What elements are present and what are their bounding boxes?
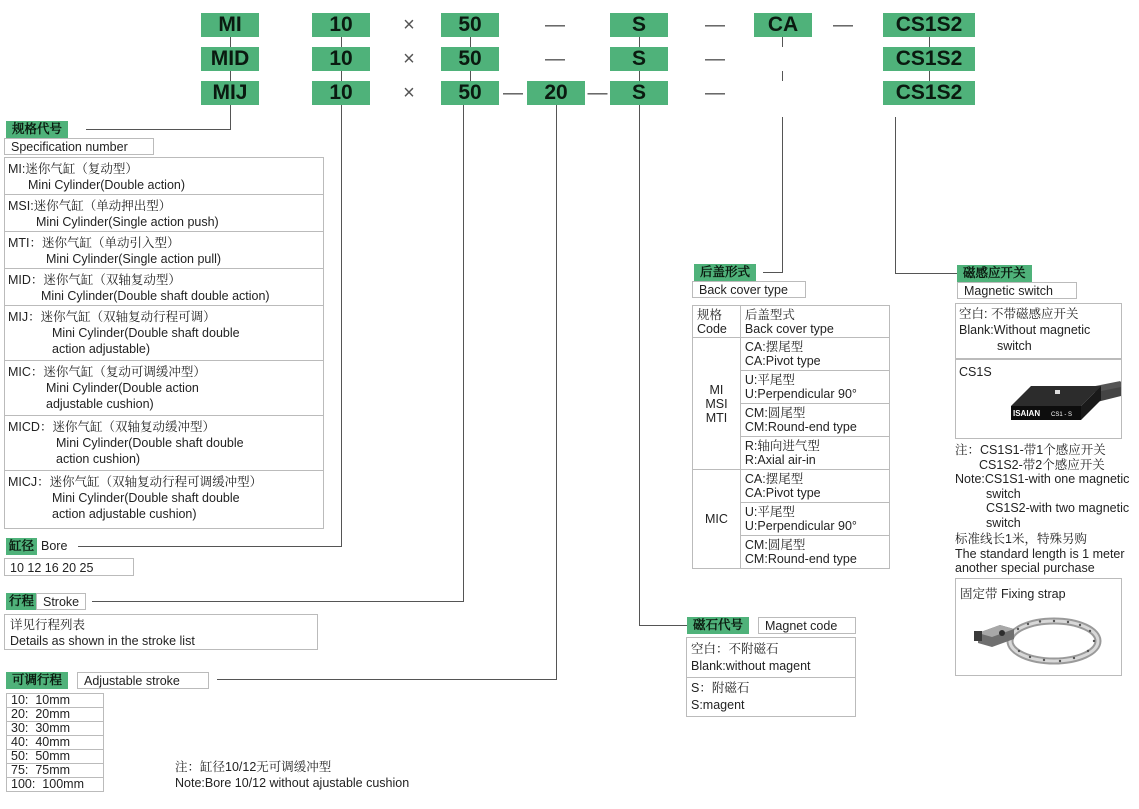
magnet-code: S [610, 81, 668, 105]
spec-en: Mini Cylinder(Double shaft double [56, 436, 244, 450]
connector [470, 71, 471, 81]
switch-std-en2: another special purchase [955, 561, 1095, 575]
adj-code: 40: [11, 735, 29, 749]
spec-en: Mini Cylinder(Double shaft double [52, 326, 240, 340]
connector [782, 37, 783, 47]
dash: — [503, 82, 523, 104]
stroke-note-cn: 详见行程列表 [10, 618, 86, 632]
bore-code: 10 [312, 13, 370, 37]
type-cn: CM:圆尾型 [744, 538, 806, 552]
switch-blank [955, 303, 1122, 359]
switch-note-cn1: 注：CS1S1-带1个感应开关 [955, 443, 1106, 457]
switch-code: CS1S2 [883, 47, 975, 71]
leader-line [341, 105, 342, 547]
dash: — [545, 14, 565, 36]
spec-cn: MICJ：迷你气缸（双轴复动行程可调缓冲型） [8, 475, 263, 489]
connector [782, 71, 783, 81]
dash: — [705, 82, 725, 104]
spec-en: Mini Cylinder(Double shaft double [52, 491, 240, 505]
connector [341, 71, 342, 81]
spec-list [4, 157, 324, 529]
switch-label-cn: 磁感应开关 [957, 265, 1032, 282]
spec-cn: MI:迷你气缸（复动型） [8, 162, 138, 176]
switch-std-en1: The standard length is 1 meter [955, 546, 1125, 561]
list-item [5, 158, 323, 195]
list-item [5, 195, 323, 232]
spec-en: Mini Cylinder(Double action [46, 381, 199, 395]
switch-std-cn: 标准线长1米，特殊另购 [955, 532, 1087, 546]
switch-note-en1: Note:CS1S1-with one magnetic [955, 472, 1130, 486]
type-en: CA:Pivot type [744, 486, 821, 500]
spec-en: action adjustable cushion) [52, 507, 197, 521]
type-en: CA:Pivot type [744, 354, 821, 368]
bore-label-en: Bore [41, 539, 68, 553]
cs1s-panel [955, 359, 1122, 439]
table-row [7, 764, 104, 778]
connector [341, 37, 342, 47]
cs1s-label: CS1S [959, 365, 992, 379]
dash: — [705, 14, 725, 36]
switch-blank-cn: 空白: 不带磁感应开关 [959, 307, 1079, 321]
magnetic-sensor-icon [1001, 366, 1121, 436]
adjustable-stroke-code: 20 [527, 81, 585, 105]
adj-code: 10: [11, 693, 29, 707]
back-cover-label-en: Back cover type [692, 281, 806, 298]
connector [470, 37, 471, 47]
spec-en: Mini Cylinder(Single action pull) [46, 252, 222, 266]
group-code: MTI [705, 410, 728, 425]
adj-code: 100: [11, 777, 36, 791]
bore-values: 10 12 16 20 25 [4, 558, 134, 576]
bore-note-en: Note:Bore 10/12 without ajustable cushion [175, 776, 410, 790]
type-cn: U:平尾型 [744, 505, 795, 519]
header-code-cn: 规格 [697, 307, 723, 322]
leader-line [763, 272, 783, 273]
switch-blank-en: Blank:Without magnetic [959, 323, 1091, 337]
type-cn: R:轴向进气型 [744, 439, 820, 453]
stroke-code: 50 [441, 13, 499, 37]
back-cover-table [692, 305, 890, 569]
adj-value: 30mm [35, 721, 71, 735]
bore-code: 10 [312, 47, 370, 71]
type-cn: U:平尾型 [744, 373, 795, 387]
spec-cn: MIC：迷你气缸（复动可调缓冲型） [8, 365, 206, 379]
fixing-strap-label: 固定带 Fixing strap [960, 587, 1066, 601]
adj-stroke-label-en: Adjustable stroke [77, 672, 209, 689]
magnet-blank-en: Blank:without magent [691, 659, 811, 673]
header-type-en: Back cover type [744, 321, 834, 336]
series-code-mi: MI [201, 13, 259, 37]
spec-label-cn: 规格代号 [6, 121, 68, 138]
leader-line [895, 273, 957, 274]
switch-blank-en2: switch [997, 339, 1032, 353]
group-code: MI [709, 382, 724, 397]
adj-value: 20mm [35, 707, 71, 721]
spec-cn: MID：迷你气缸（双轴复动型） [8, 273, 181, 287]
sensor-brand-text: ISAIAN [1013, 409, 1041, 418]
adj-code: 50: [11, 749, 29, 763]
type-cn: CM:圆尾型 [744, 406, 806, 420]
switch-note-cn2: CS1S2-带2个感应开关 [979, 457, 1105, 472]
connector [639, 71, 640, 81]
group-code: MSI [705, 396, 728, 411]
adj-value: 50mm [35, 749, 71, 763]
leader-line [895, 117, 896, 274]
leader-line [230, 105, 231, 129]
group-code: MIC [704, 512, 728, 526]
stroke-label-en: Stroke [36, 593, 86, 610]
leader-line [92, 601, 464, 602]
table-row [7, 778, 104, 792]
table-row [7, 708, 104, 722]
dash: — [833, 14, 853, 36]
magnet-blank [687, 638, 855, 678]
bore-note-cn: 注：缸径10/12无可调缓冲型 [175, 760, 332, 774]
series-code-mid: MID [201, 47, 259, 71]
type-en: U:Perpendicular 90° [744, 387, 857, 401]
magnet-s-cn: S：附磁石 [691, 681, 750, 695]
magnet-label-en: Magnet code [758, 617, 856, 634]
times-sign: × [403, 48, 415, 70]
stroke-code: 50 [441, 81, 499, 105]
table-row [693, 470, 890, 503]
switch-code: CS1S2 [883, 13, 975, 37]
leader-line [556, 105, 557, 680]
leader-line [78, 546, 342, 547]
type-en: U:Perpendicular 90° [744, 519, 857, 533]
table-row [7, 722, 104, 736]
spec-en: Mini Cylinder(Double shaft double action) [41, 289, 270, 303]
sensor-code-text: CS1 - S [1051, 412, 1073, 418]
spec-cn: MSI:迷你气缸（单动押出型） [8, 199, 172, 213]
adj-value: 10mm [35, 693, 71, 707]
adj-value: 100mm [42, 777, 84, 791]
back-cover-label-cn: 后盖形式 [694, 264, 756, 281]
adj-code: 30: [11, 721, 29, 735]
switch-notes [955, 443, 1129, 576]
leader-line [463, 105, 464, 602]
type-cn: CA:摆尾型 [744, 472, 804, 486]
table-row [7, 750, 104, 764]
adj-stroke-label-cn: 可调行程 [6, 672, 68, 689]
spec-cn: MIJ：迷你气缸（双轴复动行程可调） [8, 310, 216, 324]
table-row [7, 694, 104, 708]
magnet-label-cn: 磁石代号 [687, 617, 749, 634]
adj-stroke-table [6, 693, 104, 792]
list-item [5, 269, 323, 306]
spec-en: action cushion) [56, 452, 141, 466]
connector [929, 71, 930, 81]
adj-code: 20: [11, 707, 29, 721]
stroke-code: 50 [441, 47, 499, 71]
series-code-mij: MIJ [201, 81, 259, 105]
spec-en: Mini Cylinder(Single action push) [36, 215, 219, 229]
magnet-code: S [610, 13, 668, 37]
spec-cn: MICD：迷你气缸（双轴复动缓冲型） [8, 420, 215, 434]
type-cn: CA:摆尾型 [744, 340, 804, 354]
times-sign: × [403, 82, 415, 104]
switch-note-en2b: switch [986, 515, 1021, 530]
fixing-strap-panel [955, 578, 1122, 676]
header-type-cn: 后盖型式 [744, 307, 795, 322]
magnet-code: S [610, 47, 668, 71]
spec-en: action adjustable) [52, 342, 150, 356]
bore-note [175, 759, 409, 791]
connector [929, 37, 930, 47]
type-en: R:Axial air-in [744, 453, 816, 467]
switch-label-en: Magnetic switch [957, 282, 1077, 299]
list-item [5, 306, 323, 361]
magnet-blank-cn: 空白：不附磁石 [691, 642, 779, 656]
stroke-label-cn: 行程 [6, 593, 37, 610]
adj-code: 75: [11, 763, 29, 777]
connector [639, 37, 640, 47]
leader-line [639, 625, 687, 626]
adj-value: 75mm [35, 763, 71, 777]
connector [230, 71, 231, 81]
leader-line [639, 105, 640, 626]
stroke-note [4, 614, 318, 650]
switch-code: CS1S2 [883, 81, 975, 105]
times-sign: × [403, 14, 415, 36]
spec-label-en: Specification number [4, 138, 154, 155]
dash: — [587, 82, 608, 104]
list-item [5, 361, 323, 416]
switch-note-en2: CS1S2-with two magnetic [986, 501, 1130, 515]
connector [230, 37, 231, 47]
spec-cn: MTI：迷你气缸（单动引入型） [8, 236, 180, 250]
magnet-s [687, 678, 855, 714]
spec-en: adjustable cushion) [46, 397, 154, 411]
stroke-note-en: Details as shown in the stroke list [10, 634, 195, 648]
magnet-options [686, 637, 856, 717]
leader-line [86, 129, 231, 130]
table-row [693, 306, 890, 338]
header-code-en: Code [697, 321, 727, 336]
leader-line [782, 117, 783, 272]
bore-code: 10 [312, 81, 370, 105]
bore-label-cn: 缸径 [6, 538, 37, 555]
fixing-strap-icon [974, 605, 1104, 671]
table-row [7, 736, 104, 750]
list-item [5, 232, 323, 269]
dash: — [545, 48, 565, 70]
adj-value: 40mm [35, 735, 71, 749]
table-row [693, 338, 890, 371]
spec-en: Mini Cylinder(Double action) [28, 178, 186, 192]
magnet-s-en: S:magent [691, 698, 745, 712]
type-en: CM:Round-end type [744, 552, 857, 566]
dash: — [705, 48, 725, 70]
type-en: CM:Round-end type [744, 420, 857, 434]
switch-note-en1b: switch [986, 486, 1021, 501]
cover-code: CA [754, 13, 812, 37]
leader-line [217, 679, 557, 680]
list-item [5, 471, 323, 528]
list-item [5, 416, 323, 471]
